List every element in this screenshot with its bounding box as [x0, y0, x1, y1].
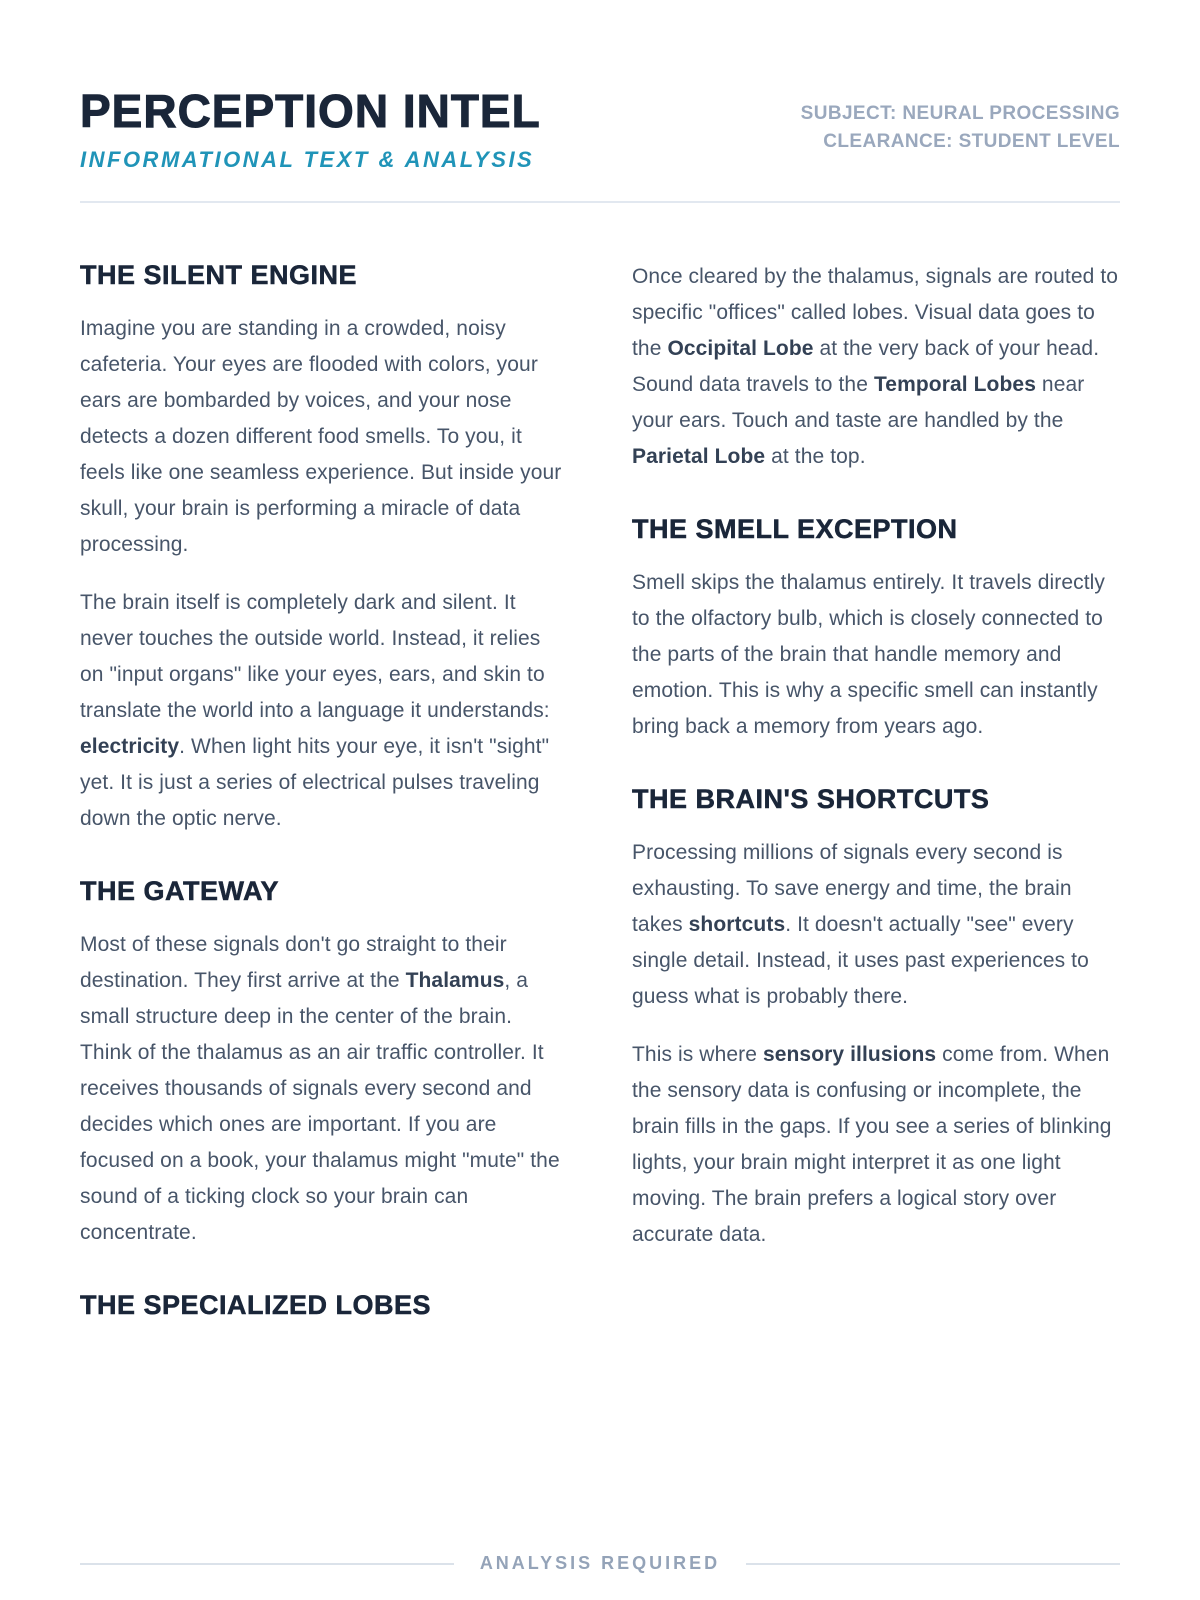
column-left: [80, 259, 568, 1341]
paragraph: [80, 585, 568, 837]
column-right: [632, 259, 1120, 1341]
article-columns: [80, 259, 1120, 1341]
text-run: Smell skips the thalamus entirely. It travels directly to the olfactory bulb, which is closely connected to the parts of the brain that handle memory and emotion. This is why a specific smell can instantly bring back a memory from years ago.: [632, 571, 1106, 738]
bold-term: sensory illusions: [762, 1043, 937, 1066]
page-subtitle: INFORMATIONAL TEXT & ANALYSIS: [80, 147, 535, 172]
bold-term: Parietal Lobe: [632, 445, 766, 468]
section-heading: THE GATEWAY: [80, 876, 280, 906]
text-run: at the very back of your head. Sound data travels to the: [632, 337, 1100, 396]
section-heading: THE SMELL EXCEPTION: [632, 514, 958, 544]
bold-term: Temporal Lobes: [873, 373, 1036, 396]
text-run: near your ears. Touch and taste are handled by the: [632, 373, 1085, 432]
paragraph: [632, 259, 1120, 475]
header-meta: [801, 88, 1120, 156]
text-run: Most of these signals don't go straight to their destination. They first arrive at the: [80, 933, 507, 992]
text-run: . It doesn't actually "see" every single detail. Instead, it uses past experiences to guess what is probably there.: [632, 913, 1089, 1008]
text-run: The brain itself is completely dark and silent. It never touches the outside world. Instead, it relies on "input organs" like your eyes, ears, and skin to translate the world into a language it understands:: [80, 591, 550, 722]
bold-term: Occipital Lobe: [667, 337, 814, 360]
page-title: PERCEPTION INTEL: [80, 85, 541, 137]
text-run: at the top.: [765, 445, 866, 468]
document-footer: [80, 1553, 1120, 1574]
header-divider: [80, 201, 1120, 203]
text-run: , a small structure deep in the center of the brain. Think of the thalamus as an air traffic controller. It receives thousands of signals every second and decides which ones are important. If you are focused on a book, your thalamus might "mute" the sound of a ticking clock so your brain can concentrate.: [80, 969, 560, 1244]
meta-clearance: CLEARANCE: STUDENT LEVEL: [823, 131, 1120, 152]
text-run: Once cleared by the thalamus, signals are routed to specific "offices" called lobes. Visual data goes to the: [632, 265, 1119, 360]
paragraph: [632, 835, 1120, 1015]
meta-subject: SUBJECT: NEURAL PROCESSING: [800, 103, 1120, 124]
bold-term: Thalamus: [405, 969, 505, 992]
text-run: come from. When the sensory data is confusing or incomplete, the brain fills in the gaps. If you see a series of blinking lights, your brain might interpret it as one light moving. The brain prefers a logical story over accurate data.: [632, 1043, 1112, 1246]
text-run: Imagine you are standing in a crowded, noisy cafeteria. Your eyes are flooded with colors, your ears are bombarded by voices, and your nose detects a dozen different food smells. To you, it feels like one seamless experience. But inside your skull, your brain is performing a miracle of data processing.: [80, 317, 562, 556]
text-run: Processing millions of signals every second is exhausting. To save energy and time, the brain takes: [632, 841, 1072, 936]
document-header: [80, 85, 1120, 173]
section-heading: THE BRAIN'S SHORTCUTS: [632, 784, 990, 814]
paragraph: [80, 311, 568, 563]
text-run: . When light hits your eye, it isn't "sight" yet. It is just a series of electrical pulses traveling down the optic nerve.: [80, 735, 550, 830]
paragraph: [632, 1037, 1120, 1253]
footer-rule-right: [746, 1563, 1120, 1565]
bold-term: shortcuts: [688, 913, 786, 936]
bold-term: electricity: [80, 735, 180, 758]
footer-rule-left: [80, 1563, 454, 1565]
header-title-block: [80, 85, 541, 173]
section-heading: THE SPECIALIZED LOBES: [80, 1290, 432, 1320]
footer-label: ANALYSIS REQUIRED: [479, 1553, 721, 1573]
paragraph: [632, 565, 1120, 745]
section-heading: THE SILENT ENGINE: [80, 260, 358, 290]
text-run: This is where: [632, 1043, 763, 1066]
paragraph: [80, 927, 568, 1251]
